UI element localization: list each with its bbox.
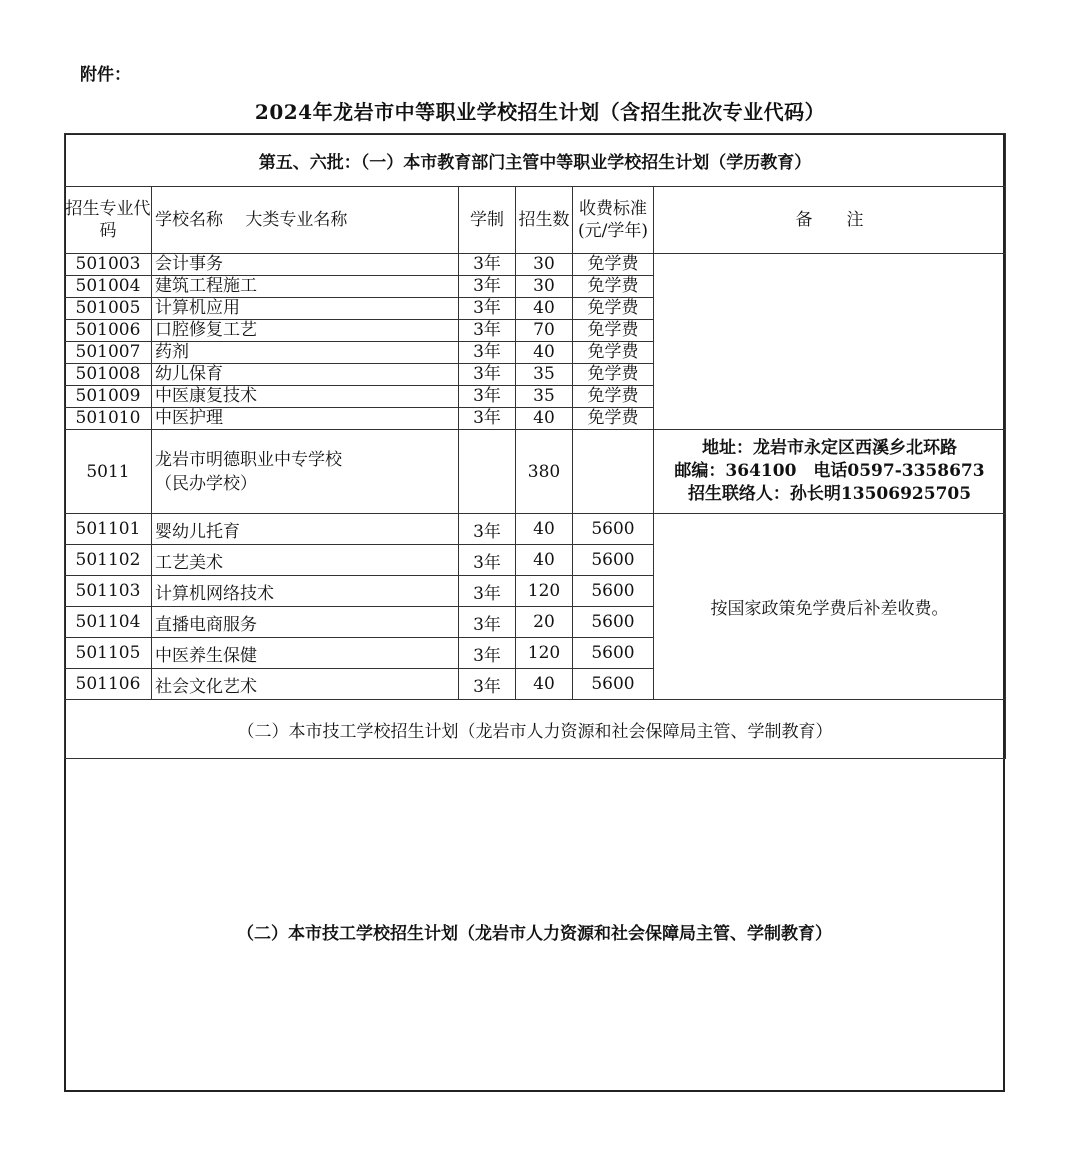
cell-duration: 3年 — [459, 607, 516, 638]
cell-name: 工艺美术 — [152, 545, 459, 576]
section2-body-title: （二）本市技工学校招生计划（龙岩市人力资源和社会保障局主管、学制教育） — [237, 924, 832, 944]
cell-name: 计算机应用 — [152, 298, 459, 320]
cell-code: 501005 — [65, 298, 152, 320]
remark-cell — [654, 254, 1006, 430]
school-postal-phone: 邮编：364100 电话0597-3358673 — [674, 461, 985, 481]
cell-name: 幼儿保育 — [152, 364, 459, 386]
cell-duration: 3年 — [459, 254, 516, 276]
cell-name: 计算机网络技术 — [152, 576, 459, 607]
header-fee: 收费标准(元/学年) — [573, 187, 654, 254]
cell-duration: 3年 — [459, 276, 516, 298]
cell-quota: 120 — [516, 638, 573, 669]
cell-duration: 3年 — [459, 638, 516, 669]
cell-fee: 免学费 — [573, 408, 654, 430]
cell-quota: 20 — [516, 607, 573, 638]
cell-code: 501008 — [65, 364, 152, 386]
school-address: 地址：龙岩市永定区西溪乡北环路 — [702, 438, 957, 458]
cell-quota: 40 — [516, 669, 573, 700]
school-contact-person: 招生联络人：孙长明13506925705 — [687, 484, 972, 504]
enrollment-table — [64, 133, 1006, 759]
cell-name: 会计事务 — [152, 254, 459, 276]
cell-code: 501007 — [65, 342, 152, 364]
cell-code: 501004 — [65, 276, 152, 298]
cell-quota: 120 — [516, 576, 573, 607]
table-header-row — [65, 187, 1006, 254]
cell-code: 501105 — [65, 638, 152, 669]
cell-duration: 3年 — [459, 576, 516, 607]
cell-code: 501104 — [65, 607, 152, 638]
cell-fee: 免学费 — [573, 386, 654, 408]
header-quota: 招生数 — [516, 187, 573, 254]
school-code: 5011 — [65, 430, 152, 514]
school-contact — [654, 430, 1006, 514]
header-code: 招生专业代码 — [65, 187, 152, 254]
cell-name: 中医养生保健 — [152, 638, 459, 669]
cell-code: 501009 — [65, 386, 152, 408]
cell-duration: 3年 — [459, 298, 516, 320]
cell-name: 药剂 — [152, 342, 459, 364]
table-row — [65, 514, 1006, 545]
school-quota: 380 — [516, 430, 573, 514]
cell-fee: 5600 — [573, 638, 654, 669]
school-name — [152, 430, 459, 514]
cell-quota: 30 — [516, 276, 573, 298]
cell-quota: 40 — [516, 545, 573, 576]
cell-quota: 35 — [516, 364, 573, 386]
cell-fee: 5600 — [573, 576, 654, 607]
cell-quota: 40 — [516, 342, 573, 364]
cell-quota: 40 — [516, 298, 573, 320]
header-duration: 学制 — [459, 187, 516, 254]
cell-duration: 3年 — [459, 342, 516, 364]
cell-fee: 5600 — [573, 607, 654, 638]
remark-cell: 按国家政策免学费后补差收费。 — [654, 514, 1006, 700]
school-fee — [573, 430, 654, 514]
cell-duration: 3年 — [459, 386, 516, 408]
page-title: 2024年龙岩市中等职业学校招生计划（含招生批次专业代码） — [254, 100, 826, 124]
cell-quota: 40 — [516, 408, 573, 430]
cell-name: 建筑工程施工 — [152, 276, 459, 298]
cell-code: 501003 — [65, 254, 152, 276]
cell-code: 501103 — [65, 576, 152, 607]
cell-fee: 免学费 — [573, 342, 654, 364]
school-duration — [459, 430, 516, 514]
cell-name: 口腔修复工艺 — [152, 320, 459, 342]
cell-fee: 5600 — [573, 545, 654, 576]
school-name-line2: （民办学校） — [155, 473, 257, 494]
cell-code: 501102 — [65, 545, 152, 576]
header-name: 学校名称 大类专业名称 — [152, 187, 459, 254]
cell-name: 社会文化艺术 — [152, 669, 459, 700]
section1-title: 第五、六批：（一）本市教育部门主管中等职业学校招生计划（学历教育） — [65, 134, 1006, 187]
cell-fee: 免学费 — [573, 254, 654, 276]
cell-code: 501010 — [65, 408, 152, 430]
cell-code: 501101 — [65, 514, 152, 545]
table-row — [65, 254, 1006, 276]
cell-fee: 5600 — [573, 514, 654, 545]
cell-duration: 3年 — [459, 364, 516, 386]
header-remark: 备 注 — [654, 187, 1006, 254]
cell-duration: 3年 — [459, 669, 516, 700]
cell-duration: 3年 — [459, 545, 516, 576]
cell-duration: 3年 — [459, 514, 516, 545]
cell-quota: 40 — [516, 514, 573, 545]
cell-quota: 35 — [516, 386, 573, 408]
cell-quota: 70 — [516, 320, 573, 342]
section2-title: （二）本市技工学校招生计划（龙岩市人力资源和社会保障局主管、学制教育） — [65, 700, 1006, 759]
cell-fee: 免学费 — [573, 364, 654, 386]
cell-fee: 免学费 — [573, 276, 654, 298]
school-name-line1: 龙岩市明德职业中专学校 — [155, 449, 342, 470]
cell-fee: 免学费 — [573, 298, 654, 320]
cell-name: 中医护理 — [152, 408, 459, 430]
cell-fee: 5600 — [573, 669, 654, 700]
cell-duration: 3年 — [459, 408, 516, 430]
cell-quota: 30 — [516, 254, 573, 276]
cell-fee: 免学费 — [573, 320, 654, 342]
cell-duration: 3年 — [459, 320, 516, 342]
attachment-label: 附件： — [80, 65, 131, 85]
cell-name: 婴幼儿托育 — [152, 514, 459, 545]
school-row — [65, 430, 1006, 514]
cell-code: 501006 — [65, 320, 152, 342]
cell-name: 中医康复技术 — [152, 386, 459, 408]
cell-name: 直播电商服务 — [152, 607, 459, 638]
cell-code: 501106 — [65, 669, 152, 700]
